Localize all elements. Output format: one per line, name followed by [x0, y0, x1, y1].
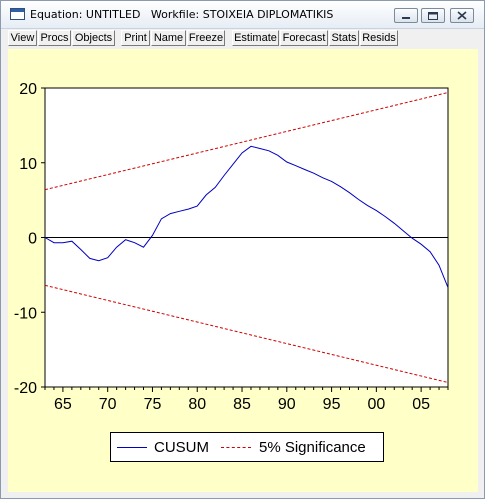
print-button[interactable]: Print	[121, 30, 150, 46]
title-bar[interactable]	[1, 1, 484, 29]
x-tick-label: 05	[412, 396, 431, 413]
maximize-button[interactable]	[421, 8, 445, 23]
y-tick-label: -10	[13, 305, 37, 323]
cusum-chart	[8, 49, 478, 429]
legend-cusum-label: CUSUM	[154, 439, 209, 456]
eviews-window-icon	[10, 8, 25, 20]
forecast-button[interactable]: Forecast	[280, 30, 328, 46]
y-tick-label: -20	[13, 380, 37, 397]
toolbar	[1, 29, 484, 47]
x-tick-label: 70	[98, 396, 117, 413]
estimate-button[interactable]: Estimate	[232, 30, 279, 46]
x-tick-label: 75	[143, 396, 162, 413]
objects-button[interactable]: Objects	[72, 30, 115, 46]
x-tick-label: 65	[54, 396, 72, 413]
procs-button[interactable]: Procs	[38, 30, 71, 46]
y-tick-label: 0	[28, 230, 37, 248]
freeze-button[interactable]: Freeze	[188, 32, 224, 44]
x-tick-label: 95	[322, 396, 341, 413]
stats-button[interactable]: Stats	[329, 30, 359, 46]
minimize-icon	[395, 9, 417, 22]
window-title: Equation: UNTITLED Workfile: STOIXEIA DIPLOMATIKIS	[30, 8, 334, 21]
legend-significance-label: 5% Significance	[259, 439, 366, 456]
x-tick-label: 80	[188, 396, 207, 413]
y-tick-label: 20	[19, 81, 37, 98]
view-button[interactable]: View	[8, 30, 37, 46]
close-icon	[451, 9, 473, 22]
y-tick-label: 10	[19, 155, 37, 173]
name-button[interactable]: Name	[151, 30, 186, 46]
x-tick-label: 90	[277, 396, 296, 413]
x-tick-label: 85	[233, 396, 251, 413]
close-button[interactable]	[450, 8, 474, 23]
legend-significance-swatch	[221, 447, 251, 448]
chart-legend	[110, 432, 384, 462]
minimize-button[interactable]	[394, 8, 418, 23]
graph-area	[8, 49, 478, 492]
maximize-icon	[422, 9, 444, 22]
x-tick-label: 00	[367, 396, 386, 413]
legend-cusum-swatch	[117, 447, 147, 448]
resids-button[interactable]: Resids	[360, 30, 398, 46]
